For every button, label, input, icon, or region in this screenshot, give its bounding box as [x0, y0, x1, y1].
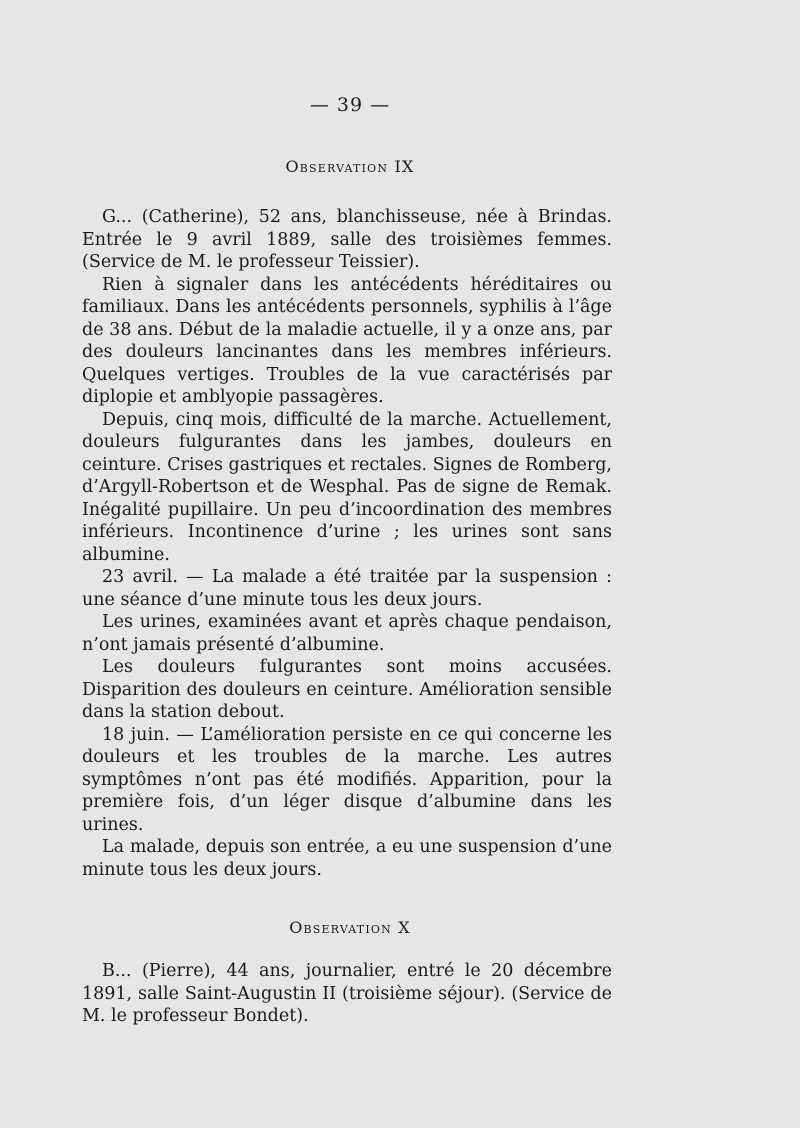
paragraph: Les urines, examinées avant et après chaque pendaison, n’ont jamais présenté d’albumine.	[82, 612, 612, 655]
observation-x-title: Observation X	[289, 918, 411, 937]
paragraph: G... (Catherine), 52 ans, blanchisseuse, née à Brindas. Entrée le 9 avril 1889, salle des troisièmes femmes. (Service de M. le professeur Teissier).	[82, 207, 612, 272]
observation-x-body	[82, 960, 612, 1028]
paragraph: La malade, depuis son entrée, a eu une suspension d’une minute tous les deux jours.	[82, 837, 612, 880]
page-number: — 39 —	[309, 94, 391, 116]
paragraph: Rien à signaler dans les antécédents héréditaires ou familiaux. Dans les antécédents personnels, syphilis à l’âge de 38 ans. Début de la maladie actuelle, il y a onze ans, par des douleurs lancinantes dans les membres inférieurs. Quelques vertiges. Troubles de la vue caractérisés par diplopie et amblyopie passagères.	[82, 274, 612, 407]
paragraph: Les douleurs fulgurantes sont moins accusées. Disparition des douleurs en ceinture. Amélioration sensible dans la station debout.	[82, 657, 612, 722]
paragraph: Depuis, cinq mois, difficulté de la marche. Actuellement, douleurs fulgurantes dans les jambes, douleurs en ceinture. Crises gastriques et rectales. Signes de Romberg, d’Argyll-Robertson et de Wesphal. Pas de signe de Remak. Inégalité pupillaire. Un peu d’incoordination des membres inférieurs. Incontinence d’urine ; les urines sont sans albumine.	[82, 409, 612, 565]
paragraph: 23 avril. — La malade a été traitée par la suspension : une séance d’une minute tous les deux jours.	[82, 567, 612, 610]
paragraph: B... (Pierre), 44 ans, journalier, entré le 20 décembre 1891, salle Saint-Augustin II (troisième séjour). (Service de M. le professeur Bondet).	[82, 961, 612, 1026]
paragraph: 18 juin. — L’amélioration persiste en ce qui concerne les douleurs et les troubles de la marche. Les autres symptômes n’ont pas été modifiés. Apparition, pour la première fois, d’un léger disque d’albumine dans les urines.	[82, 724, 612, 835]
observation-ix-body	[82, 206, 612, 881]
observation-ix-title: Observation IX	[285, 157, 415, 176]
